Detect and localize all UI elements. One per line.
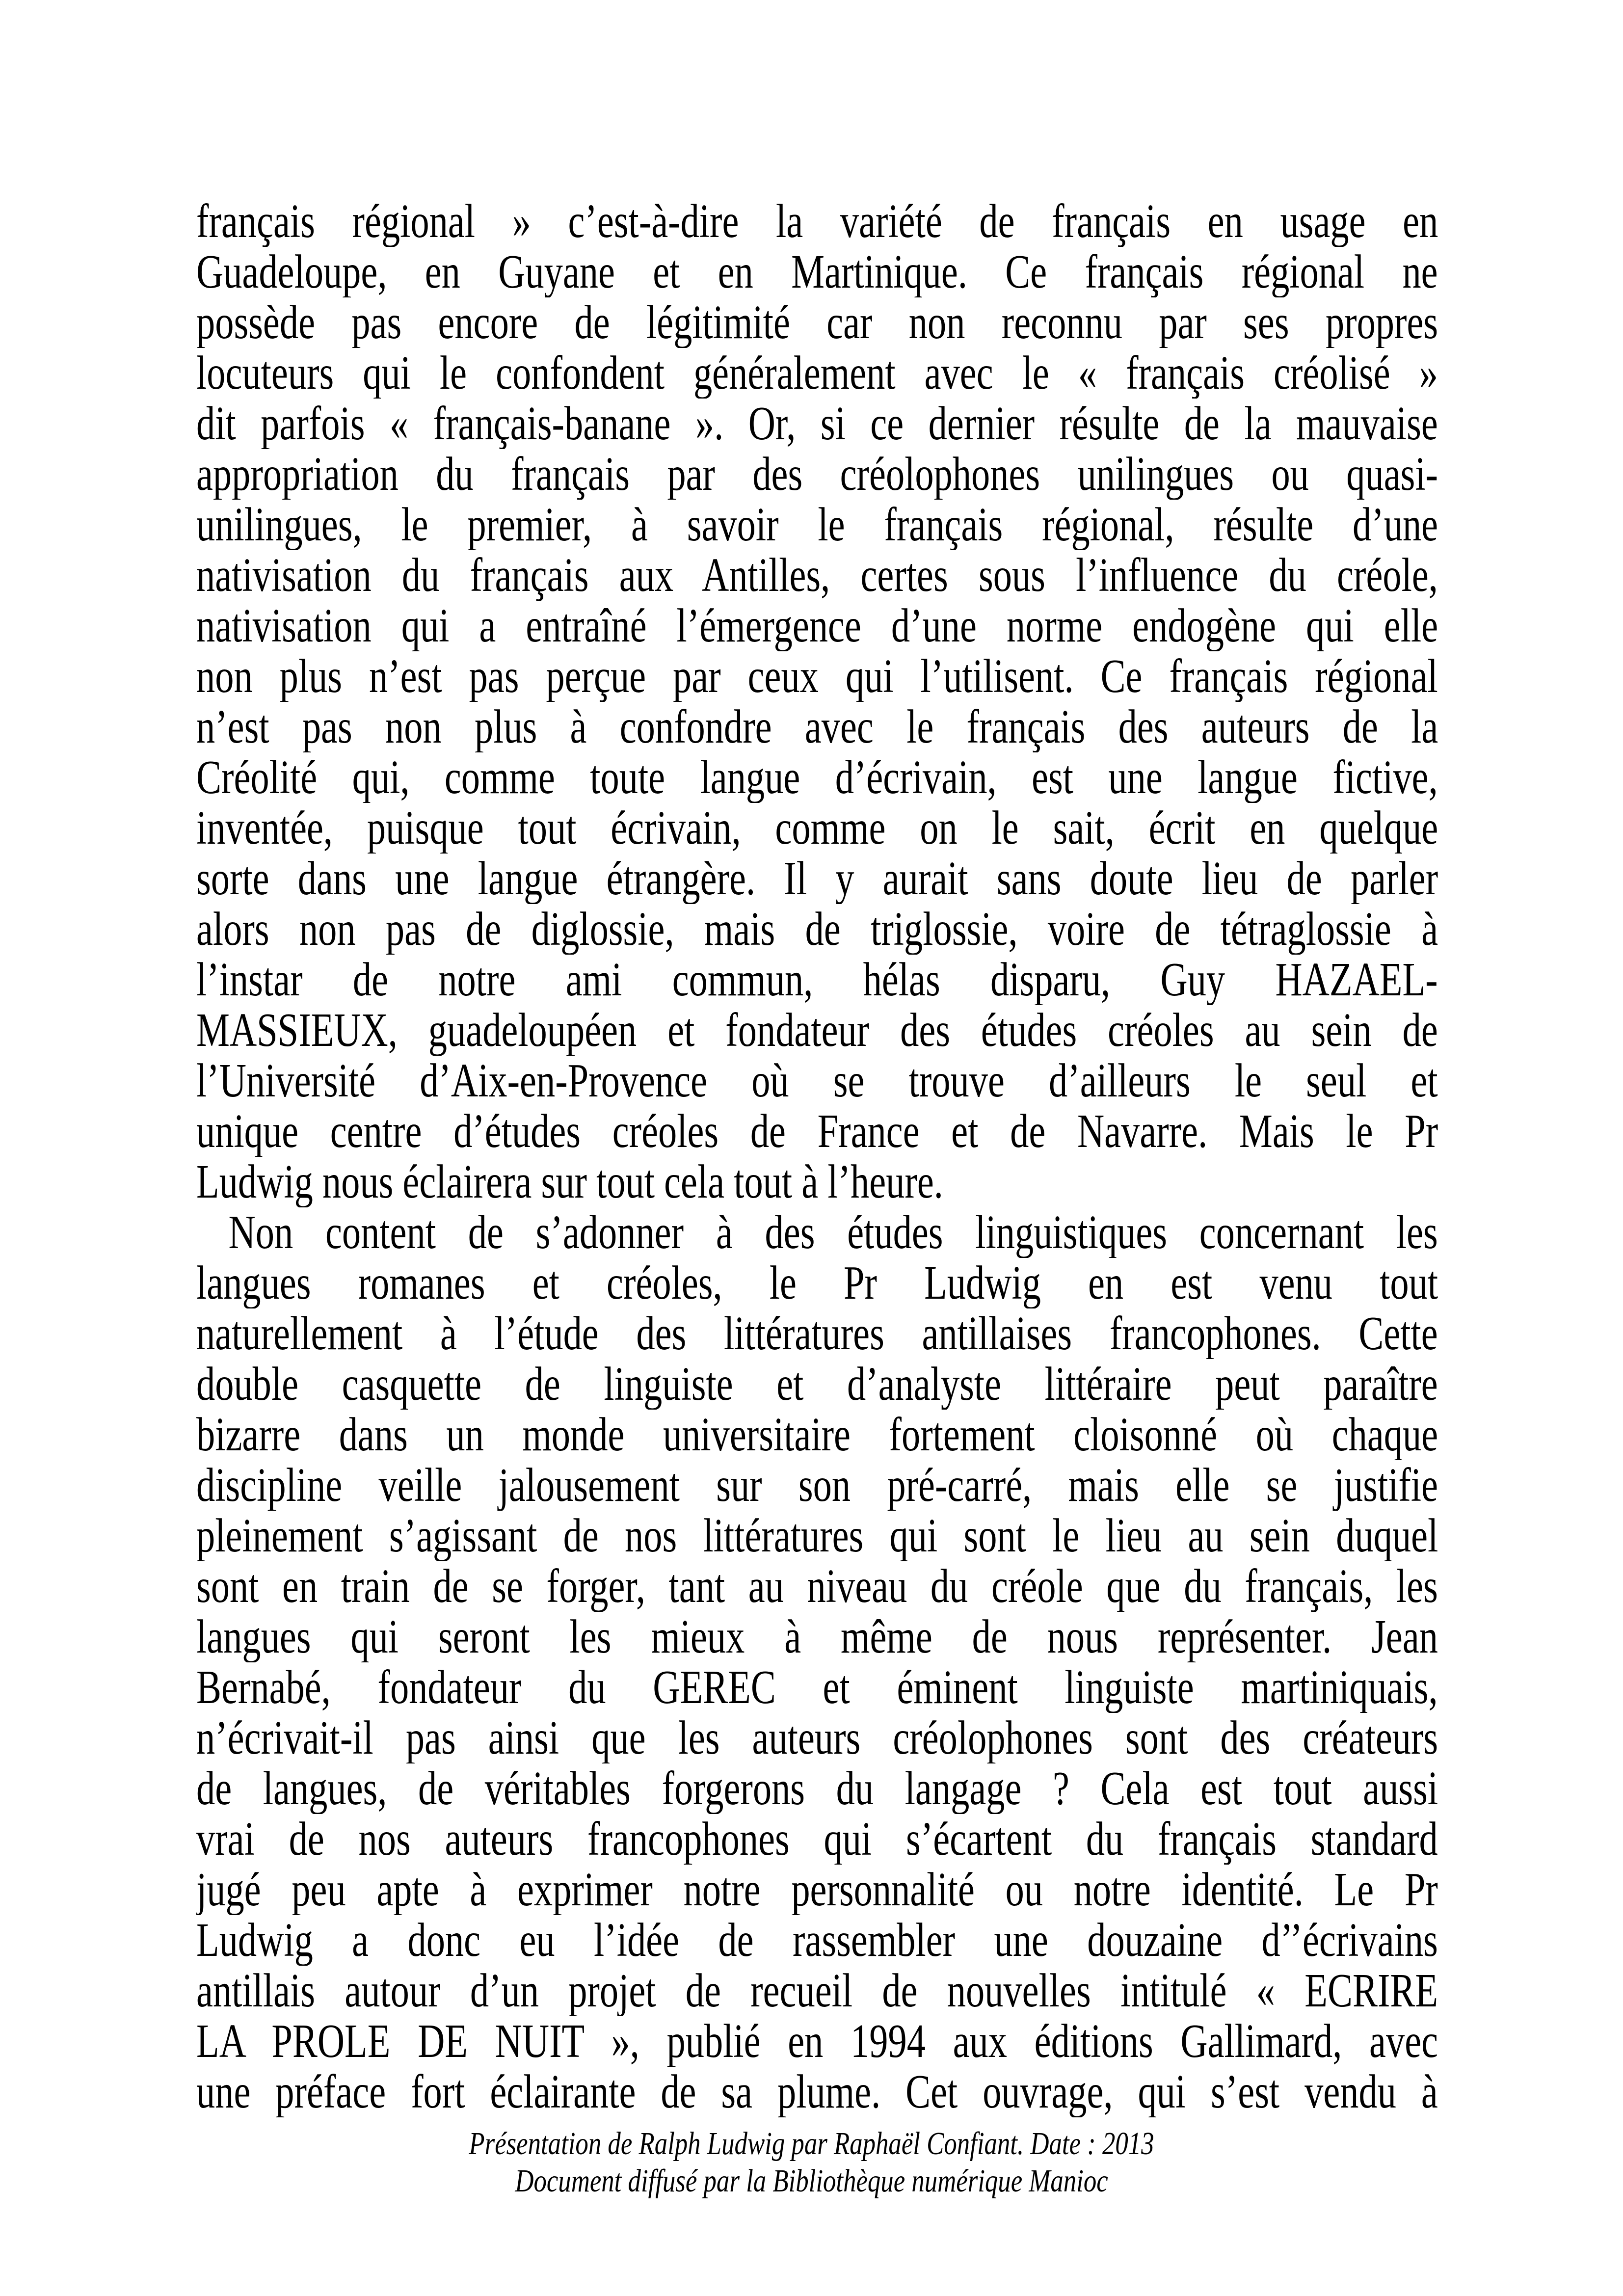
text-line-content: Bernabé, fondateur du GEREC et éminent linguiste martiniquais,: [196, 1662, 1438, 1713]
text-line-content: appropriation du français par des créolophones unilingues ou quasi-: [196, 449, 1438, 500]
text-line-content: discipline veille jalousement sur son pré-carré, mais elle se justifie: [196, 1460, 1438, 1511]
text-line-content: Non content de s’adonner à des études linguistiques concernant les: [228, 1207, 1438, 1258]
text-line: [196, 1005, 1438, 1056]
text-line: [196, 500, 1438, 550]
text-line-content: de langues, de véritables forgerons du langage ? Cela est tout aussi: [196, 1763, 1438, 1814]
text-line-content: sorte dans une langue étrangère. Il y aurait sans doute lieu de parler: [196, 854, 1438, 904]
text-line: [196, 651, 1438, 702]
text-line: [196, 1258, 1438, 1308]
text-line: [196, 1056, 1438, 1106]
text-line: [196, 348, 1438, 399]
text-line: [196, 1763, 1438, 1814]
text-line-content: Ludwig a donc eu l’idée de rassembler une douzaine d’’écrivains: [196, 1915, 1438, 1966]
text-line-content: n’est pas non plus à confondre avec le français des auteurs de la: [196, 702, 1438, 752]
text-line-content: bizarre dans un monde universitaire fortement cloisonné où chaque: [196, 1410, 1438, 1460]
text-line: [196, 904, 1438, 955]
text-line: [196, 803, 1438, 854]
text-line-content: langues romanes et créoles, le Pr Ludwig en est venu tout: [196, 1258, 1438, 1308]
text-line-content: nativisation qui a entraîné l’émergence d’une norme endogène qui elle: [196, 601, 1438, 651]
text-line-content: l’Université d’Aix-en-Provence où se trouve d’ailleurs le seul et: [196, 1056, 1438, 1106]
text-line: [196, 1359, 1438, 1410]
text-line-content: LA PROLE DE NUIT », publié en 1994 aux éditions Gallimard, avec: [196, 2016, 1438, 2067]
text-line-content: antillais autour d’un projet de recueil de nouvelles intitulé « ECRIRE: [196, 1966, 1438, 2016]
text-line: [196, 550, 1438, 601]
text-line-content: n’écrivait-il pas ainsi que les auteurs créolophones sont des créateurs: [196, 1713, 1438, 1763]
text-line-content: unique centre d’études créoles de France et de Navarre. Mais le Pr: [196, 1106, 1438, 1157]
paragraph: [196, 196, 1438, 1207]
footer-citation: Présentation de Ralph Ludwig par Raphaël Confiant. Date : 2013: [469, 2126, 1154, 2162]
text-line: [196, 1915, 1438, 1966]
text-line: [196, 1966, 1438, 2016]
text-line: [196, 1814, 1438, 1865]
text-line-content: langues qui seront les mieux à même de nous représenter. Jean: [196, 1612, 1438, 1662]
text-line-content: locuteurs qui le confondent généralement avec le « français créolisé »: [196, 348, 1438, 399]
text-line-content: Ludwig nous éclairera sur tout cela tout à l’heure.: [196, 1157, 943, 1207]
text-line-content: français régional » c’est-à-dire la variété de français en usage en: [196, 196, 1438, 247]
text-line-content: l’instar de notre ami commun, hélas disparu, Guy HAZAEL-: [196, 955, 1438, 1005]
text-line: [196, 297, 1438, 348]
text-line: [196, 2016, 1438, 2067]
text-line: [196, 1865, 1438, 1915]
text-line: [196, 247, 1438, 297]
text-line: [196, 702, 1438, 752]
text-line-content: MASSIEUX, guadeloupéen et fondateur des études créoles au sein de: [196, 1005, 1438, 1056]
text-line: [196, 1561, 1438, 1612]
text-line-content: alors non pas de diglossie, mais de triglossie, voire de tétraglossie à: [196, 904, 1438, 955]
text-line-content: unilingues, le premier, à savoir le français régional, résulte d’une: [196, 500, 1438, 550]
text-line-content: non plus n’est pas perçue par ceux qui l’utilisent. Ce français régional: [196, 651, 1438, 702]
text-line: [196, 196, 1438, 247]
text-line: [196, 1410, 1438, 1460]
text-line: [196, 1713, 1438, 1763]
text-line-content: vrai de nos auteurs francophones qui s’écartent du français standard: [196, 1814, 1438, 1865]
text-line-content: naturellement à l’étude des littératures antillaises francophones. Cette: [196, 1308, 1438, 1359]
text-line-content: double casquette de linguiste et d’analyste littéraire peut paraître: [196, 1359, 1438, 1410]
text-line: [196, 1460, 1438, 1511]
text-line: [196, 1308, 1438, 1359]
text-line-content: possède pas encore de légitimité car non reconnu par ses propres: [196, 297, 1438, 348]
text-line-content: inventée, puisque tout écrivain, comme on le sait, écrit en quelque: [196, 803, 1438, 854]
text-line: [196, 1106, 1438, 1157]
paragraph: [196, 1207, 1438, 2117]
text-line: [196, 752, 1438, 803]
text-line: [196, 449, 1438, 500]
text-line: [196, 1157, 1438, 1207]
body-text: [196, 196, 1438, 2117]
text-line: [196, 1612, 1438, 1662]
text-line-content: Guadeloupe, en Guyane et en Martinique. Ce français régional ne: [196, 247, 1438, 297]
text-line-content: jugé peu apte à exprimer notre personnalité ou notre identité. Le Pr: [196, 1865, 1438, 1915]
text-line: [196, 1207, 1438, 1258]
text-line: [196, 2067, 1438, 2117]
text-line-content: nativisation du français aux Antilles, certes sous l’influence du créole,: [196, 550, 1438, 601]
text-line: [196, 1662, 1438, 1713]
text-line: [196, 1511, 1438, 1561]
text-line: [196, 601, 1438, 651]
text-line-content: dit parfois « français-banane ». Or, si ce dernier résulte de la mauvaise: [196, 399, 1438, 449]
text-line: [196, 955, 1438, 1005]
page-footer: [0, 2125, 1623, 2200]
text-line: [196, 399, 1438, 449]
text-line-content: Créolité qui, comme toute langue d’écrivain, est une langue fictive,: [196, 752, 1438, 803]
text-line: [196, 854, 1438, 904]
footer-source: Document diffusé par la Bibliothèque numérique Manioc: [515, 2163, 1108, 2199]
text-line-content: pleinement s’agissant de nos littératures qui sont le lieu au sein duquel: [196, 1511, 1438, 1561]
text-line-content: sont en train de se forger, tant au niveau du créole que du français, les: [196, 1561, 1438, 1612]
text-line-content: une préface fort éclairante de sa plume. Cet ouvrage, qui s’est vendu à: [196, 2067, 1438, 2117]
